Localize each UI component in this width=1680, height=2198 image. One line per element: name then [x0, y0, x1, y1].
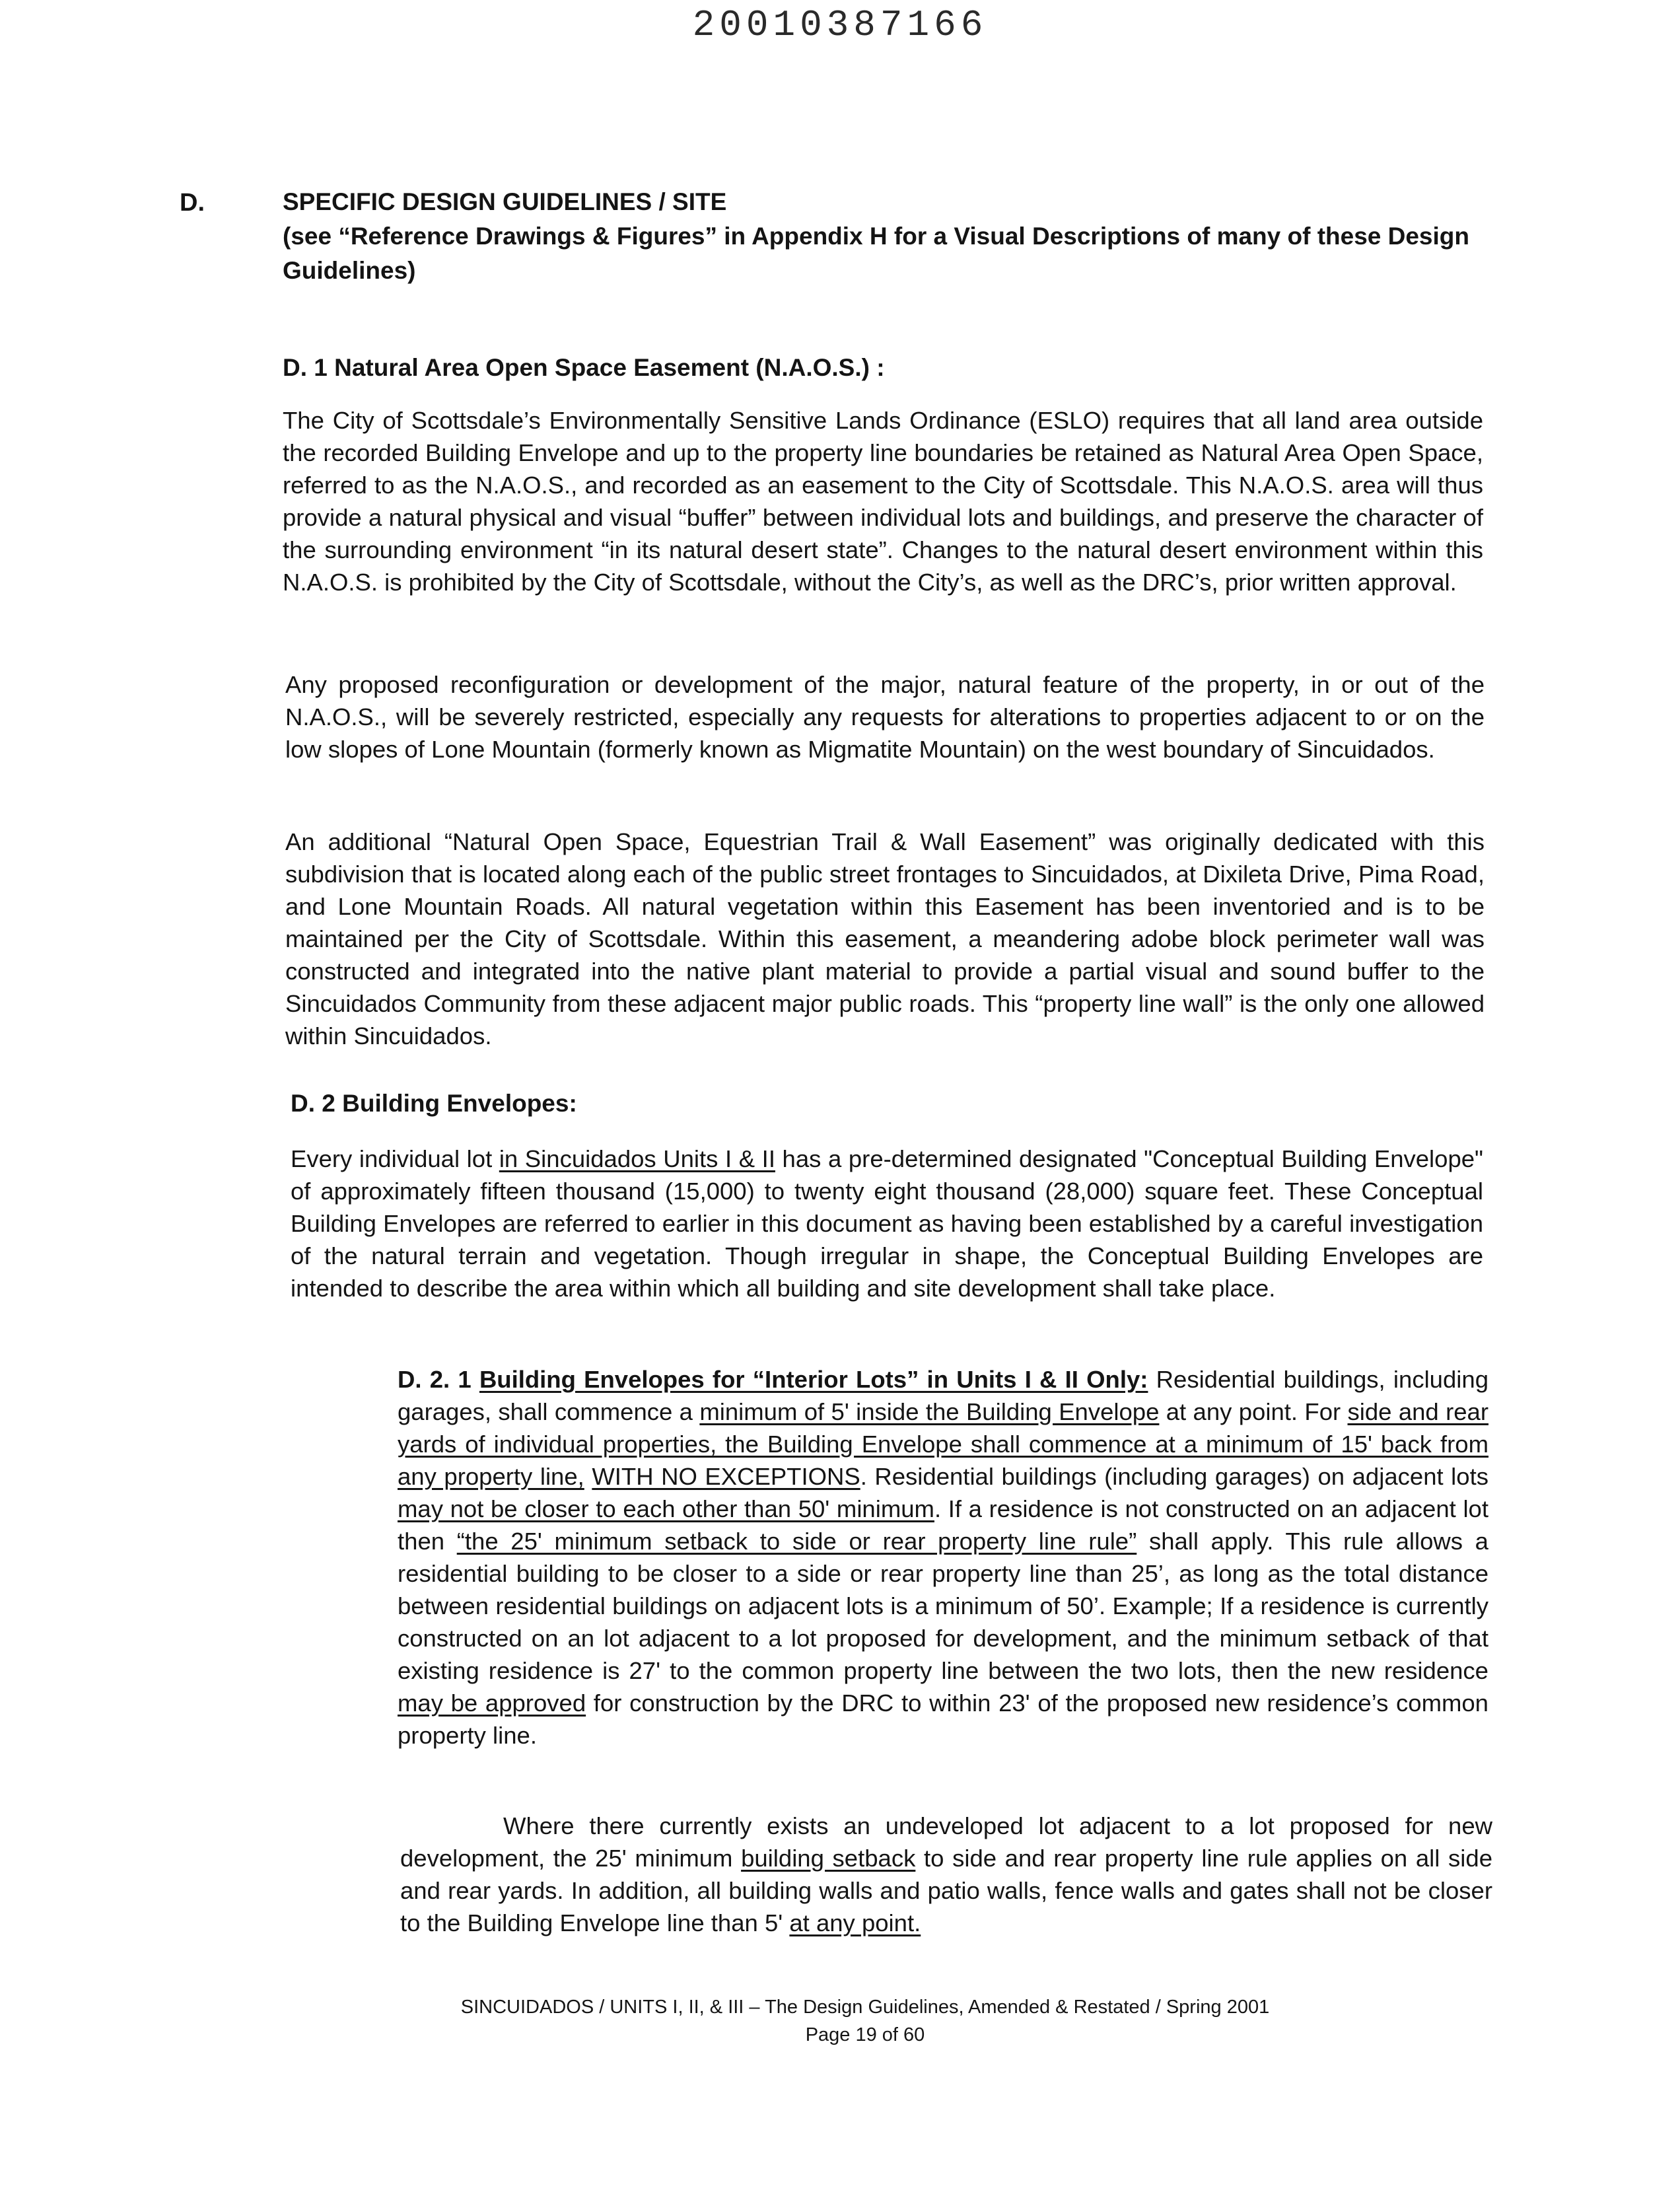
d1-paragraph-3: An additional “Natural Open Space, Equestrian Trail & Wall Easement” was originally dedicated with this subdivision that is located along each of the public street frontages to Sincuidados, at Dixileta Drive, Pima Road, and Lone Mountain Roads. All natural vegetation within this Easement has been inventoried and is to be maintained per the City of Scottsdale. Within this easement, a meandering adobe block perimeter wall was constructed and integrated into the native plant material to provide a partial visual and sound buffer to the Sincuidados Community from these adjacent major public roads. This “property line wall” is the only one allowed within Sincuidados.	[285, 828, 1485, 1049]
section-subtitle: (see “Reference Drawings & Figures” in Appendix H for a Visual Descriptions of many of these Design Guidelines)	[283, 223, 1469, 284]
page-number: Page 19 of 60	[805, 2024, 925, 2045]
d1-paragraph-2: Any proposed reconfiguration or development of the major, natural feature of the property, in or out of the N.A.O.S., will be severely restricted, especially any requests for alterations to properties adjacent to or on the low slopes of Lone Mountain (formerly known as Migmatite Mountain) on the west boundary of Sincuidados.	[285, 671, 1485, 763]
page-footer	[370, 1993, 1360, 2049]
footer-title: SINCUIDADOS / UNITS I, II, & III – The Design Guidelines, Amended & Restated / Spring 2001	[460, 1997, 1270, 2018]
section-title: SPECIFIC DESIGN GUIDELINES / SITE	[283, 188, 727, 215]
d2-paragraph: Every individual lot in Sincuidados Units I & II has a pre-determined designated "Conceptual Building Envelope" of approximately fifteen thousand (15,000) to twenty eight thousand (28,000) square feet. These Conceptual Building Envelopes are referred to earlier in this document as having been established by a careful investigation of the natural terrain and vegetation. Though irregular in shape, the Conceptual Building Envelopes are intended to describe the area within which all building and site development shall take place.	[291, 1145, 1484, 1302]
d1-paragraph-1: The City of Scottsdale’s Environmentally Sensitive Lands Ordinance (ESLO) requires that all land area outside the recorded Building Envelope and up to the property line boundaries be retained as Natural Area Open Space, referred to as the N.A.O.S., and recorded as an easement to the City of Scottsdale. This N.A.O.S. area will thus provide a natural physical and visual “buffer” between individual lots and buildings, and preserve the character of the surrounding environment “in its natural desert state”. Changes to the natural desert environment within this N.A.O.S. is prohibited by the City of Scottsdale, without the City’s, as well as the DRC’s, prior written approval.	[283, 407, 1483, 596]
document-number: 20010387166	[692, 4, 988, 46]
d21-title: Building Envelopes for “Interior Lots” in Units I & II Only:	[479, 1366, 1148, 1393]
d21-paragraph-2: Where there currently exists an undeveloped lot adjacent to a lot proposed for new development, the 25' minimum building setback to side and rear property line rule applies on all side and rear yards. In addition, all building walls and patio walls, fence walls and gates shall not be closer to the Building Envelope line than 5' at any point.	[400, 1812, 1492, 1936]
d2-heading: D. 2 Building Envelopes:	[291, 1090, 577, 1117]
section-letter: D.	[180, 189, 205, 217]
section-heading	[283, 185, 1498, 288]
d1-heading: D. 1 Natural Area Open Space Easement (N.A.O.S.) :	[283, 354, 885, 381]
d21-paragraph: D. 2. 1 Building Envelopes for “Interior Lots” in Units I & II Only: Residential buildings, including garages, shall commence a minimum of 5' inside the Building Envelope at any point. For side and rear yards of individual properties, the Building Envelope shall commence at a minimum of 15' back from any property line, WITH NO EXCEPTIONS. Residential buildings (including garages) on adjacent lots may not be closer to each other than 50' minimum. If a residence is not constructed on an adjacent lot then “the 25' minimum setback to side or rear property line rule” shall apply. This rule allows a residential building to be closer to a side or rear property line than 25’, as long as the total distance between residential buildings on adjacent lots is a minimum of 50’. Example; If a residence is currently constructed on an lot adjacent to a lot proposed for development, and the minimum setback of that existing residence is 27' to the common property line between the two lots, then the new residence may be approved for construction by the DRC to within 23' of the proposed new residence’s common property line.	[398, 1366, 1488, 1749]
d21-number: D. 2. 1	[398, 1366, 479, 1393]
